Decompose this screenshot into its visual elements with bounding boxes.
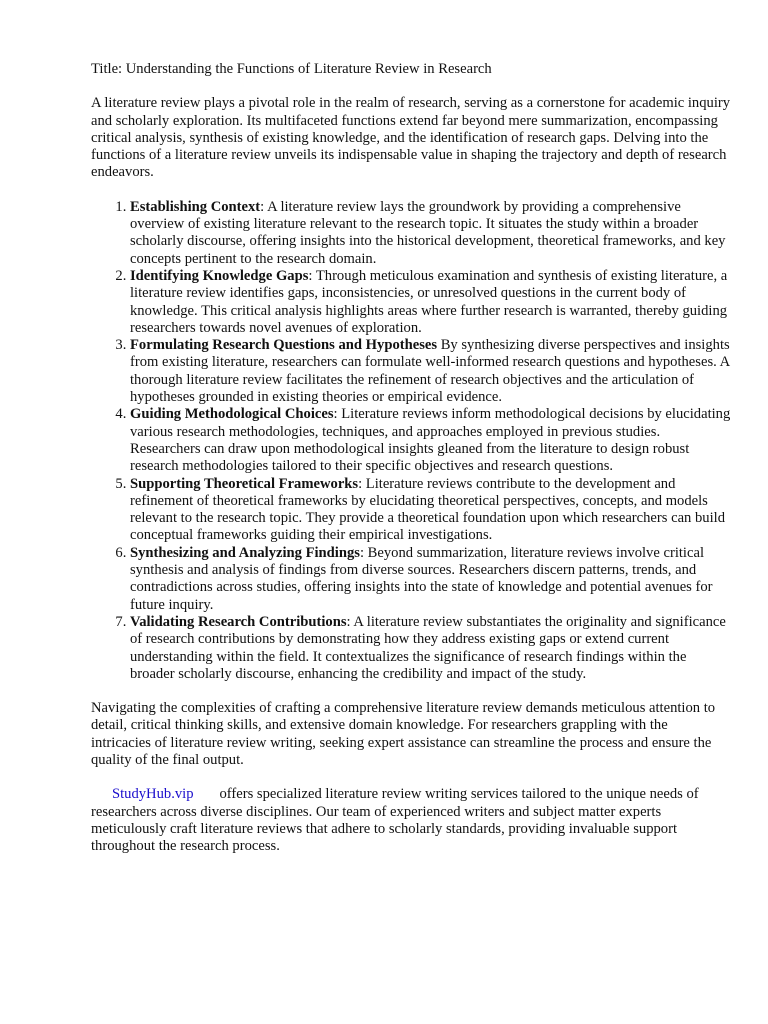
function-separator: :	[260, 198, 268, 215]
function-title: Synthesizing and Analyzing Findings	[130, 544, 360, 561]
function-separator: :	[359, 544, 368, 561]
function-title: Formulating Research Questions and Hypotheses	[130, 337, 438, 354]
function-separator: :	[358, 475, 366, 492]
navigating-paragraph: Navigating the complexities of crafting a comprehensive literature review demands meticulous attention to detail, critical thinking skills, and extensive domain knowledge. For researchers grappling with the intricacies of literature review writing, seeking expert assistance can streamline the process and ensure the quality of the final output.	[91, 700, 716, 768]
function-item-formulating-questions	[130, 337, 731, 406]
function-item-guiding-methodology	[130, 406, 731, 475]
closing-paragraph	[91, 786, 731, 855]
function-item-establishing-context	[130, 199, 731, 268]
function-text: Beyond summarization, literature reviews involve critical synthesis and analysis of findings from diverse sources. Researchers discern patterns, trends, and contradictions across studies, offering insights into the state of knowledge and potential avenues for future inquiry.	[130, 544, 713, 613]
function-text: By synthesizing diverse perspectives and insights from existing literature, researchers can formulate well-informed research questions and hypotheses. A thorough literature review facilitates the refinement of research objectives and the articulation of hypotheses grounded in existing theories or empirical evidence.	[130, 337, 730, 406]
function-title: Identifying Knowledge Gaps	[130, 267, 309, 284]
document-page	[91, 61, 731, 855]
function-title: Supporting Theoretical Frameworks	[130, 475, 359, 492]
function-separator: :	[333, 406, 342, 423]
function-item-identifying-gaps	[130, 268, 731, 337]
function-item-validating-contributions	[130, 614, 731, 683]
function-text: A literature review lays the groundwork by providing a comprehensive overview of existing literature relevant to the research topic. It situates the study within a broader scholarly discourse, offering insights into the historical development, theoretical frameworks, and key concepts pertinent to the research domain.	[130, 198, 726, 267]
studyhub-link[interactable]: StudyHub.vip	[112, 786, 194, 803]
closing-text: offers specialized literature review writing services tailored to the unique needs of researchers across diverse disciplines. Our team of experienced writers and subject matter experts meticulously craft literature reviews that adhere to scholarly standards, providing invaluable support throughout the research process.	[91, 786, 699, 855]
function-item-theoretical-frameworks	[130, 476, 731, 545]
functions-list	[91, 199, 731, 683]
function-text: Literature reviews contribute to the development and refinement of theoretical frameworks by elucidating theoretical perspectives, concepts, and models relevant to the research topic. They provide a theoretical foundation upon which researchers can build conceptual frameworks guiding their empirical investigations.	[130, 475, 726, 544]
function-text: A literature review substantiates the originality and significance of research contributions by demonstrating how they address existing gaps or extend current understanding within the field. It contextualizes the significance of research findings within the broader scholarly discourse, enhancing the credibility and impact of the study.	[130, 613, 726, 682]
function-separator: :	[308, 267, 316, 284]
intro-paragraph: A literature review plays a pivotal role in the realm of research, serving as a cornerstone for academic inquiry and scholarly exploration. Its multifaceted functions extend far beyond mere summarization, encompassing critical analysis, synthesis of existing knowledge, and the identification of research gaps. Delving into the functions of a literature review unveils its indispensable value in shaping the trajectory and depth of research endeavors.	[91, 95, 731, 181]
function-title: Establishing Context	[130, 198, 261, 215]
function-text: Literature reviews inform methodological decisions by elucidating various research methodologies, techniques, and approaches employed in previous studies. Researchers can draw upon methodological insights gleaned from the literature to design robust research methodologies tailored to their specific objectives and research questions.	[130, 406, 731, 475]
function-text: Through meticulous examination and synthesis of existing literature, a literature review identifies gaps, inconsistencies, or unresolved questions in the current body of knowledge. This critical analysis highlights areas where further research is warranted, thereby guiding researchers towards novel avenues of exploration.	[130, 267, 728, 336]
function-title: Validating Research Contributions	[130, 613, 347, 630]
document-title: Title: Understanding the Functions of Literature Review in Research	[91, 61, 492, 77]
function-title: Guiding Methodological Choices	[130, 406, 334, 423]
function-separator: :	[346, 613, 354, 630]
function-item-synthesizing-findings	[130, 545, 731, 614]
